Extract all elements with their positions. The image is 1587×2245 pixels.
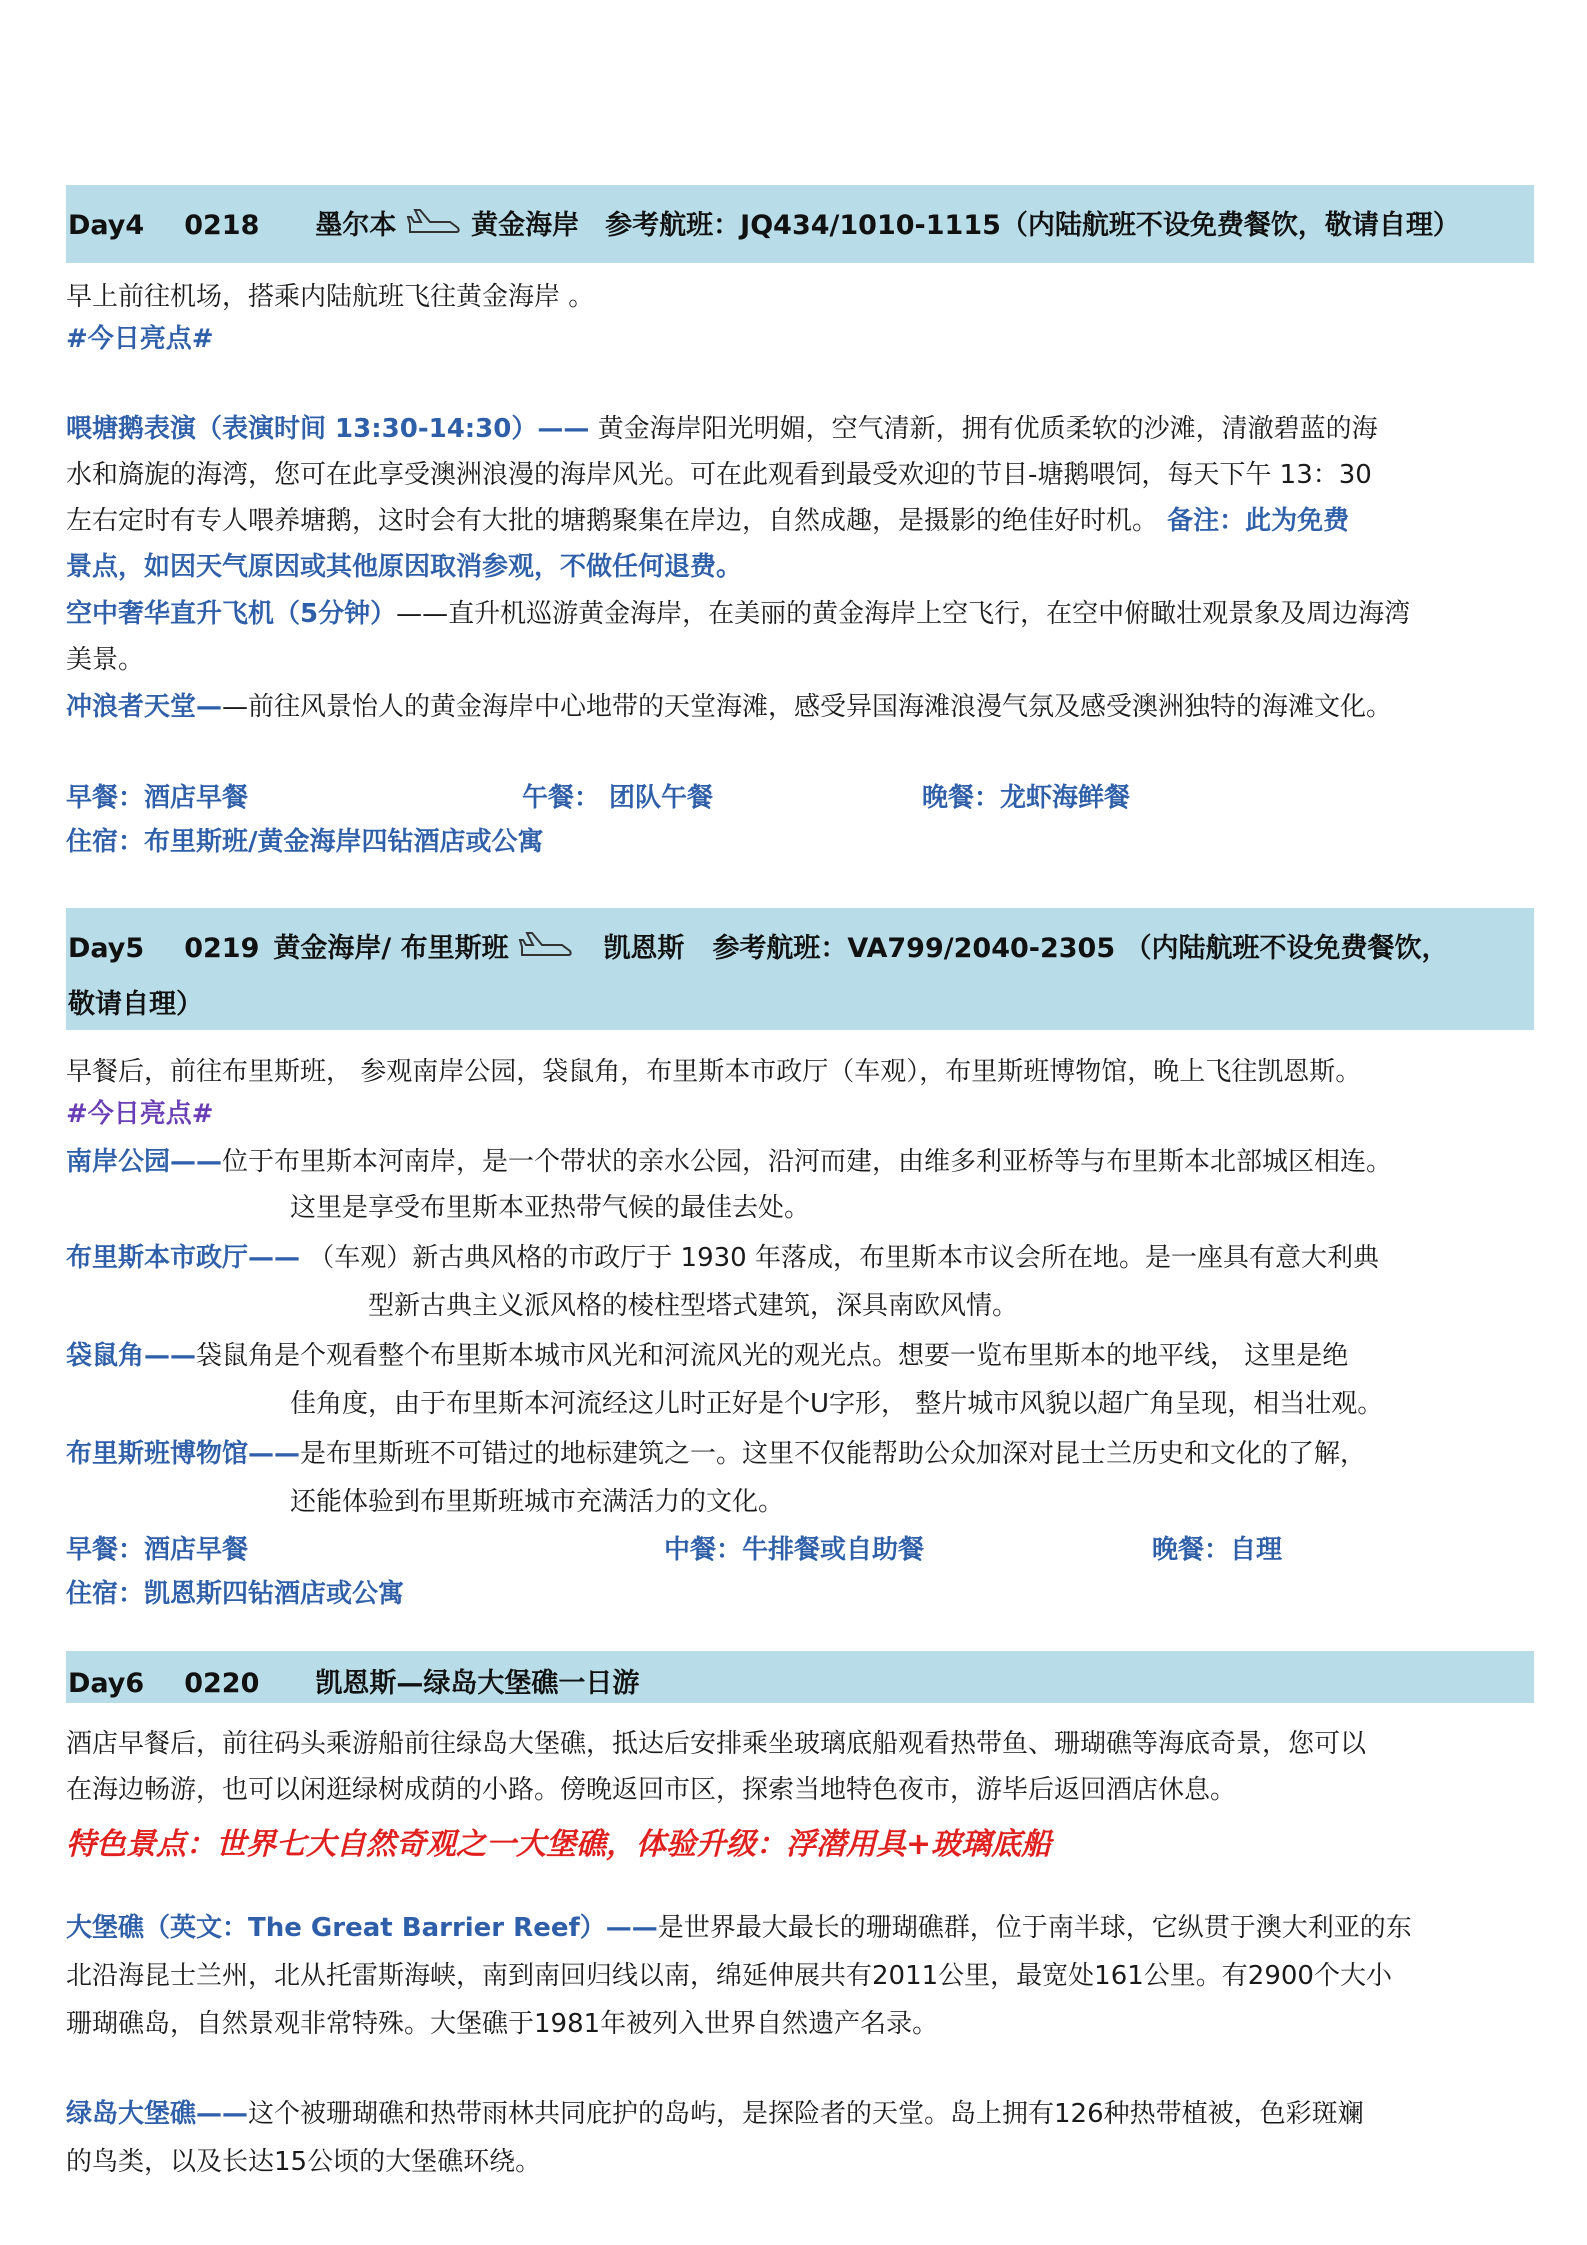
- day4-p1-title: 喂塘鹅表演（表演时间 13:30-14:30）——: [66, 414, 590, 444]
- day6-r2-title: 绿岛大堡礁——: [66, 2099, 249, 2129]
- day4-highlight: #今日亮点#: [66, 324, 214, 354]
- day5-dinner: 晚餐：自理: [1152, 1535, 1283, 1565]
- day5-label: Day5: [68, 933, 145, 964]
- day6-r1-line2: 北沿海昆士兰州，北从托雷斯海峡，南到南回归线以南，绵延伸展共有2011公里，最宽处161公里。有2900个大小: [66, 1961, 1392, 1991]
- day5-intro: 早餐后，前往布里斯班， 参观南岸公园，袋鼠角，布里斯本市政厅（车观），布里斯班博物馆，晚上飞往凯恩斯。: [66, 1057, 1362, 1087]
- day5-s4-line2: 还能体验到布里斯班城市充满活力的文化。: [290, 1487, 785, 1517]
- day4-dinner: 晚餐：龙虾海鲜餐: [922, 783, 1131, 813]
- day4-lunch: 午餐： 团队午餐: [522, 783, 714, 813]
- day4-p2-line2: 美景。: [66, 645, 145, 675]
- day5-s2-text: （车观）新古典风格的市政厅于 1930 年落成，布里斯本市议会所在地。是一座具有意大利典: [300, 1243, 1379, 1273]
- day5-breakfast: 早餐：酒店早餐: [66, 1535, 249, 1565]
- day5-flight: 参考航班：VA799/2040-2305 （内陆航班不设免费餐饮，: [712, 933, 1449, 964]
- day5-s1-title: 南岸公园——: [66, 1147, 223, 1177]
- airplane-icon: [406, 206, 462, 247]
- day5-s3-line2: 佳角度，由于布里斯本河流经这儿时正好是个U字形， 整片城市风貌以超广角呈现，相当壮观。: [290, 1389, 1384, 1419]
- day6-r1-line3: 珊瑚礁岛，自然景观非常特殊。大堡礁于1981年被列入世界自然遗产名录。: [66, 2009, 939, 2039]
- day5-header: [66, 908, 1534, 1030]
- day4-label: Day4: [68, 210, 145, 241]
- day5-s1-line1: [66, 1138, 1392, 1187]
- day5-hotel: 住宿：凯恩斯四钻酒店或公寓: [66, 1579, 405, 1609]
- day4-breakfast: 早餐：酒店早餐: [66, 783, 249, 813]
- day5-from: 黄金海岸/ 布里斯班: [273, 933, 509, 964]
- day6-intro-line2: 在海边畅游，也可以闲逛绿树成荫的小路。傍晚返回市区，探索当地特色夜市，游毕后返回酒店休息。: [66, 1775, 1237, 1805]
- day4-to: 黄金海岸: [471, 210, 580, 241]
- day5-to: 凯恩斯: [603, 933, 685, 964]
- day4-p2-title: 空中奢华直升飞机（5分钟）: [66, 599, 397, 629]
- day5-s2-line2: 型新古典主义派风格的棱柱型塔式建筑，深具南欧风情。: [368, 1291, 1019, 1321]
- day4-p2-line1: [66, 590, 1410, 639]
- day4-p1-text: 黄金海岸阳光明媚，空气清新，拥有优质柔软的沙滩，清澈碧蓝的海: [589, 414, 1378, 444]
- day6-r1-title: 大堡礁（英文：The Great Barrier Reef）——: [66, 1913, 658, 1943]
- day4-header: [66, 185, 1534, 263]
- day4-p1-text-c: 左右定时有专人喂养塘鹅，这时会有大批的塘鹅聚集在岸边，自然成趣，是摄影的绝佳好时机。: [66, 506, 1159, 536]
- day5-s2-line1: [66, 1234, 1379, 1283]
- day4-flight: 参考航班：JQ434/1010-1115（内陆航班不设免费餐饮，敬请自理）: [605, 210, 1460, 241]
- day5-s3-line1: [66, 1332, 1348, 1381]
- day6-r2-line2: 的鸟类，以及长达15公顷的大堡礁环绕。: [66, 2147, 542, 2177]
- day4-p3: [66, 683, 1392, 732]
- day4-date: 0218: [184, 210, 260, 241]
- day5-lunch: 中餐：牛排餐或自助餐: [664, 1535, 925, 1565]
- day4-p1-line2: 水和旖旎的海湾，您可在此享受澳洲浪漫的海岸风光。可在此观看到最受欢迎的节目-塘鹅喂饲，每天下午 13：30: [66, 460, 1372, 490]
- day4-p1-note-b: 景点，如因天气原因或其他原因取消参观，不做任何退费。: [66, 552, 743, 582]
- day5-date: 0219: [184, 933, 260, 964]
- day5-s4-title: 布里斯班博物馆——: [66, 1439, 301, 1469]
- day6-r1-line1: [66, 1904, 1412, 1953]
- day4-intro: 早上前往机场，搭乘内陆航班飞往黄金海岸 。: [66, 282, 595, 312]
- day5-s2-title: 布里斯本市政厅——: [66, 1243, 301, 1273]
- day5-s4-line1: [66, 1430, 1366, 1479]
- day4-p1-line1: [66, 405, 1378, 454]
- day6-label: Day6: [68, 1668, 145, 1699]
- day6-r1-text: 是世界最大最长的珊瑚礁群，位于南半球，它纵贯于澳大利亚的东: [657, 1913, 1412, 1943]
- day5-s3-text: 袋鼠角是个观看整个布里斯本城市风光和河流风光的观光点。想要一览布里斯本的地平线， 这里是绝: [196, 1341, 1349, 1371]
- day5-s1-line2: 这里是享受布里斯本亚热带气候的最佳去处。: [290, 1193, 811, 1223]
- day6-title: 凯恩斯—绿岛大堡礁一日游: [315, 1668, 640, 1699]
- day4-hotel: 住宿：布里斯班/黄金海岸四钻酒店或公寓: [66, 827, 544, 857]
- day5-flight-b: 敬请自理）: [68, 989, 203, 1020]
- day4-p3-title: 冲浪者天堂—: [66, 692, 223, 722]
- day6-r2-line1: [66, 2090, 1364, 2139]
- day5-highlight: #今日亮点#: [66, 1099, 214, 1129]
- airplane-icon: [518, 929, 574, 970]
- day5-s3-title: 袋鼠角——: [66, 1341, 197, 1371]
- day4-p3-text: —前往风景怡人的黄金海岸中心地带的天堂海滩，感受异国海滩浪漫气氛及感受澳洲独特的海滩文化。: [222, 692, 1393, 722]
- day4-from: 墨尔本: [315, 210, 397, 241]
- day4-p1-line3: [66, 497, 1349, 546]
- day6-r2-text: 这个被珊瑚礁和热带雨林共同庇护的岛屿，是探险者的天堂。岛上拥有126种热带植被，色彩斑斓: [248, 2099, 1364, 2129]
- day4-p2-text: ——直升机巡游黄金海岸，在美丽的黄金海岸上空飞行，在空中俯瞰壮观景象及周边海湾: [396, 599, 1411, 629]
- day4-p1-note: 备注：此为免费: [1158, 506, 1350, 536]
- day6-feature: 特色景点：世界七大自然奇观之一大堡礁，体验升级：浮潜用具+玻璃底船: [66, 1827, 1052, 1862]
- day5-s4-text: 是布里斯班不可错过的地标建筑之一。这里不仅能帮助公众加深对昆士兰历史和文化的了解，: [300, 1439, 1367, 1469]
- day6-header: [66, 1651, 1534, 1703]
- day5-s1-text: 位于布里斯本河南岸，是一个带状的亲水公园，沿河而建，由维多利亚桥等与布里斯本北部城区相连。: [222, 1147, 1393, 1177]
- day6-date: 0220: [184, 1668, 260, 1699]
- day6-intro-line1: 酒店早餐后，前往码头乘游船前往绿岛大堡礁，抵达后安排乘坐玻璃底船观看热带鱼、珊瑚礁等海底奇景，您可以: [66, 1729, 1367, 1759]
